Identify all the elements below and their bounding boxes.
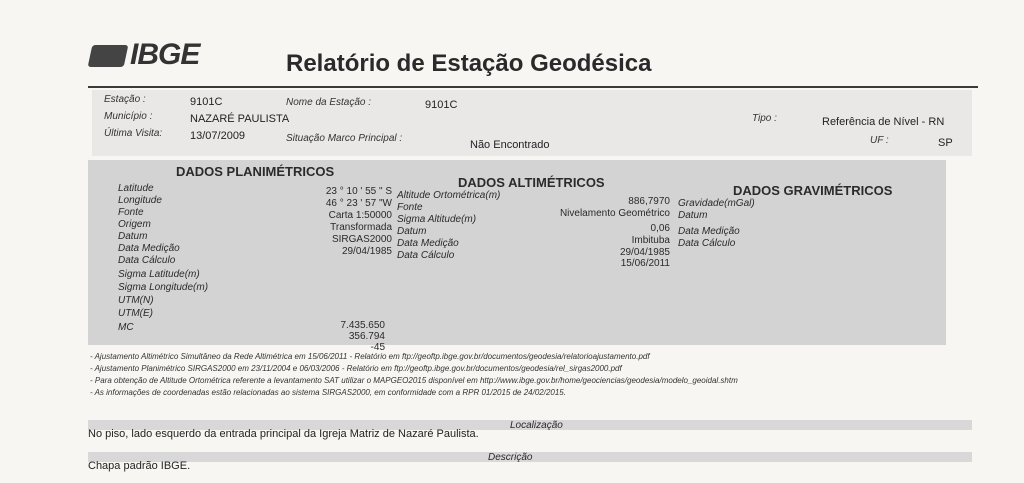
nome-estacao-value: 9101C [425,99,458,111]
situacao-label: Situação Marco Principal : [286,133,403,144]
ibge-logo-text: IBGE [130,38,200,71]
alt-label: Sigma Altitude(m) [397,214,477,225]
alt-value: 15/06/2011 [620,258,670,269]
plan-label: Longitude [118,195,162,206]
plan-value: SIRGAS2000 [331,234,392,245]
plan-value: 23 ° 10 ' 55 " S [325,186,392,197]
alt-label: Fonte [397,202,423,213]
descricao-heading: Descrição [488,452,533,463]
uf-value: SP [938,137,953,149]
plan-label: Sigma Latitude(m) [118,269,200,280]
municipio-value: NAZARÉ PAULISTA [190,113,290,125]
alt-label: Data Cálculo [397,250,455,261]
nome-estacao-label: Nome da Estação : [286,97,372,108]
plan-value: Transformada [330,222,392,233]
alt-label: Data Medição [397,238,459,249]
plan-label: Fonte [118,207,144,218]
estacao-value: 9101C [190,96,223,108]
alt-value: 886,7970 [628,196,670,207]
plan-label: UTM(E) [118,308,153,319]
tipo-value: Referência de Nível - RN [822,116,945,128]
plan-value: Carta 1:50000 [328,210,392,221]
note-line: - Ajustamento Altimétrico Simultâneo da Rede Altimétrica em 15/06/2011 - Relatório em ftp://geoftp.ibge.gov.br/documentos/geodesia/relatorioajustamento.pdf [90,352,650,361]
situacao-value: Não Encontrado [470,139,550,151]
altimetricos-heading: DADOS ALTIMÉTRICOS [458,175,605,190]
utm-n-value: 7.435.650 [340,320,385,331]
utm-e-value: 356.794 [348,331,385,342]
page-title: Relatório de Estação Geodésica [286,50,652,77]
plan-value: 46 ° 23 ' 57 "W [325,198,392,209]
descricao-text: Chapa padrão IBGE. [88,460,191,472]
alt-label: Altitude Ortométrica(m) [397,190,501,201]
note-line: - Para obtenção de Altitude Ortométrica referente a levantamento SAT utilizar o MAPGEO2015 disponível em http://www.ibge.gov.br/home/geociencias/geodesia/modelo_geoidal.shtm [90,376,738,385]
uf-label: UF : [870,135,889,146]
header-divider [88,86,978,88]
plan-label: Data Cálculo [118,255,176,266]
note-line: - As informações de coordenadas estão relacionadas ao sistema SIRGAS2000, em conformidade com a RPR 01/2015 de 24/02/2015. [90,388,566,397]
municipio-label: Município : [104,111,153,122]
plan-label: Data Medição [118,243,180,254]
localizacao-text: No piso, lado esquerdo da entrada principal da Igreja Matriz de Nazaré Paulista. [88,428,479,440]
gravimetricos-heading: DADOS GRAVIMÉTRICOS [733,183,893,198]
plan-label: Origem [118,219,151,230]
ultima-visita-value: 13/07/2009 [190,130,246,142]
grav-label: Datum [678,210,708,221]
plan-label: Datum [118,231,148,242]
plan-label: Sigma Longitude(m) [118,282,209,293]
grav-label: Data Cálculo [678,238,736,249]
grav-label: Gravidade(mGal) [678,198,755,209]
plan-value: 29/04/1985 [341,246,392,257]
alt-value: 0,06 [650,223,670,234]
localizacao-heading: Localização [510,420,563,431]
ultima-visita-label: Última Visita: [104,128,163,139]
plan-label: UTM(N) [118,295,154,306]
note-line: - Ajustamento Planimétrico SIRGAS2000 em 23/11/2004 e 06/03/2006 - Relatório em ftp://geoftp.ibge.gov.br/documentos/geodesia/rel_sirgas2000.pdf [90,364,622,373]
plan-label: MC [118,322,134,333]
tipo-label: Tipo : [752,113,777,124]
alt-value: 29/04/1985 [619,247,670,258]
plan-label: Latitude [118,183,154,194]
grav-label: Data Medição [678,226,740,237]
alt-label: Datum [397,226,427,237]
alt-value: Imbituba [631,235,670,246]
ibge-logo-icon [88,45,129,67]
ibge-logo [90,38,199,72]
planimetricos-heading: DADOS PLANIMÉTRICOS [176,164,335,179]
alt-value: Nivelamento Geométrico [559,208,670,219]
estacao-label: Estação : [104,94,146,105]
mc-value: -45 [370,342,385,353]
